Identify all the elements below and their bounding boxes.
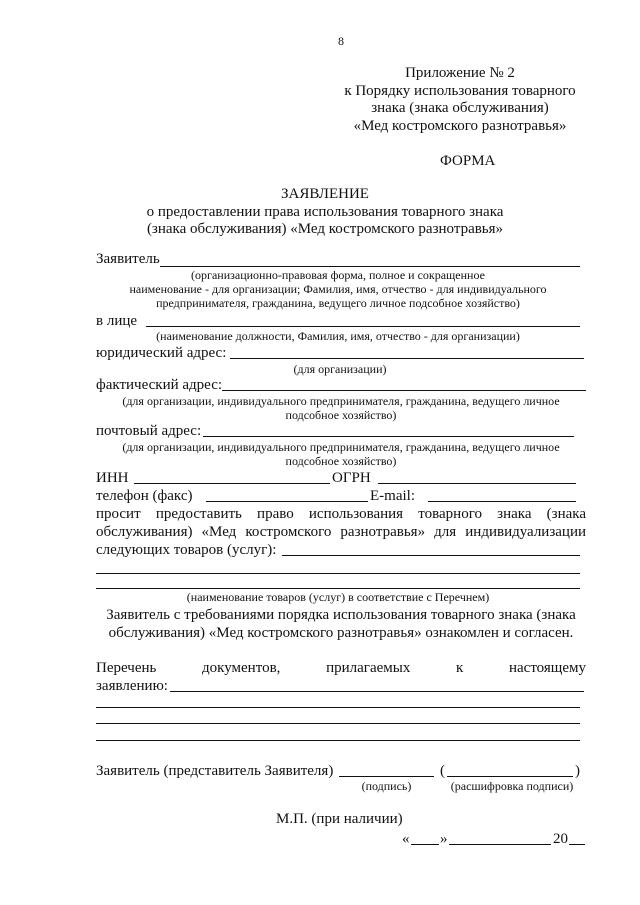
- actual-address-hint-2: подсобное хозяйство): [285, 408, 397, 422]
- signature-decode-input-line[interactable]: [447, 776, 573, 777]
- applicant-hint-2: наименование - для организации; Фамилия, имя, отчество - для индивидуального: [129, 282, 547, 296]
- actual-address-input-line[interactable]: [222, 390, 586, 391]
- inn-label: ИНН: [96, 470, 129, 486]
- goods-input-line-2[interactable]: [96, 573, 580, 574]
- actual-address-hint-1: (для организации, индивидуального предпринимателя, гражданина, ведущего личное: [122, 394, 560, 408]
- documents-input-line-2[interactable]: [96, 707, 580, 708]
- phone-input-line[interactable]: [206, 501, 368, 502]
- signature-decode-hint: (расшифровка подписи): [450, 779, 574, 793]
- date-quote-close: »: [440, 831, 448, 847]
- postal-address-input-line[interactable]: [203, 436, 574, 437]
- date-day-input-line[interactable]: [411, 844, 439, 845]
- date-month-input-line[interactable]: [449, 844, 551, 845]
- title-line-1: о предоставлении права использования товарного знака: [146, 204, 504, 220]
- postal-address-hint-1: (для организации, индивидуального предпринимателя, гражданина, ведущего личное: [122, 440, 560, 454]
- person-hint: (наименование должности, Фамилия, имя, отчество - для организации): [156, 329, 520, 343]
- agreement-line-2: обслуживания) «Мед костромского разнотравья» ознакомлен и согласен.: [108, 625, 574, 641]
- ogrn-label: ОГРН: [332, 470, 371, 486]
- title-line-2: (знака обслуживания) «Мед костромского разнотравья»: [146, 221, 504, 237]
- legal-address-label: юридический адрес:: [96, 345, 227, 361]
- applicant-input-line[interactable]: [160, 266, 580, 267]
- person-label: в лице: [96, 313, 138, 329]
- request-line-2: обслуживания) «Мед костромского разнотравья» для индивидуализации: [96, 524, 586, 540]
- agreement-line-1: Заявитель с требованиями порядка использования товарного знака (знака: [106, 607, 576, 623]
- applicant-hint-3: предпринимателя, гражданина, ведущего личное подсобное хозяйство): [156, 296, 520, 310]
- inn-input-line[interactable]: [134, 483, 330, 484]
- documents-line-1: Перечень документов, прилагаемых к настоящему: [96, 660, 586, 676]
- signature-hint: (подпись): [361, 779, 412, 793]
- page-number: 8: [338, 34, 344, 48]
- appendix-line-4: «Мед костромского разнотравья»: [353, 118, 567, 134]
- request-line-3: следующих товаров (услуг):: [96, 542, 277, 558]
- form-label: ФОРМА: [440, 153, 496, 169]
- documents-input-line-1[interactable]: [170, 691, 584, 692]
- signature-close-paren: ): [575, 763, 580, 779]
- signature-input-line[interactable]: [339, 776, 434, 777]
- date-year-prefix: 20: [553, 831, 568, 847]
- legal-address-hint: (для организации): [293, 362, 387, 376]
- ogrn-input-line[interactable]: [378, 483, 576, 484]
- stamp-label: М.П. (при наличии): [276, 811, 403, 827]
- email-input-line[interactable]: [428, 501, 576, 502]
- goods-hint: (наименование товаров (услуг) в соответствие с Перечнем): [186, 590, 490, 604]
- phone-label: телефон (факс): [96, 488, 193, 504]
- appendix-line-2: к Порядку использования товарного: [344, 83, 576, 99]
- goods-input-line-3[interactable]: [96, 588, 580, 589]
- postal-address-hint-2: подсобное хозяйство): [285, 454, 397, 468]
- request-line-1: просит предоставить право использования товарного знака (знака: [96, 506, 586, 522]
- applicant-label: Заявитель: [96, 251, 160, 267]
- person-input-line[interactable]: [146, 326, 580, 327]
- actual-address-label: фактический адрес:: [96, 377, 223, 393]
- documents-line-2: заявлению:: [96, 678, 168, 694]
- date-year-input-line[interactable]: [569, 844, 585, 845]
- legal-address-input-line[interactable]: [230, 358, 584, 359]
- goods-input-line-1[interactable]: [282, 555, 580, 556]
- title-heading: ЗАЯВЛЕНИЕ: [281, 186, 369, 202]
- signature-label: Заявитель (представитель Заявителя): [96, 763, 334, 779]
- signature-open-paren: (: [440, 763, 445, 779]
- postal-address-label: почтовый адрес:: [96, 423, 202, 439]
- appendix-line-3: знака (знака обслуживания): [371, 100, 549, 116]
- appendix-line-1: Приложение № 2: [405, 65, 515, 81]
- date-quote-open: «: [402, 831, 410, 847]
- documents-input-line-4[interactable]: [96, 740, 580, 741]
- email-label: E-mail:: [370, 488, 415, 504]
- documents-input-line-3[interactable]: [96, 723, 580, 724]
- applicant-hint-1: (организационно-правовая форма, полное и сокращенное: [191, 268, 485, 282]
